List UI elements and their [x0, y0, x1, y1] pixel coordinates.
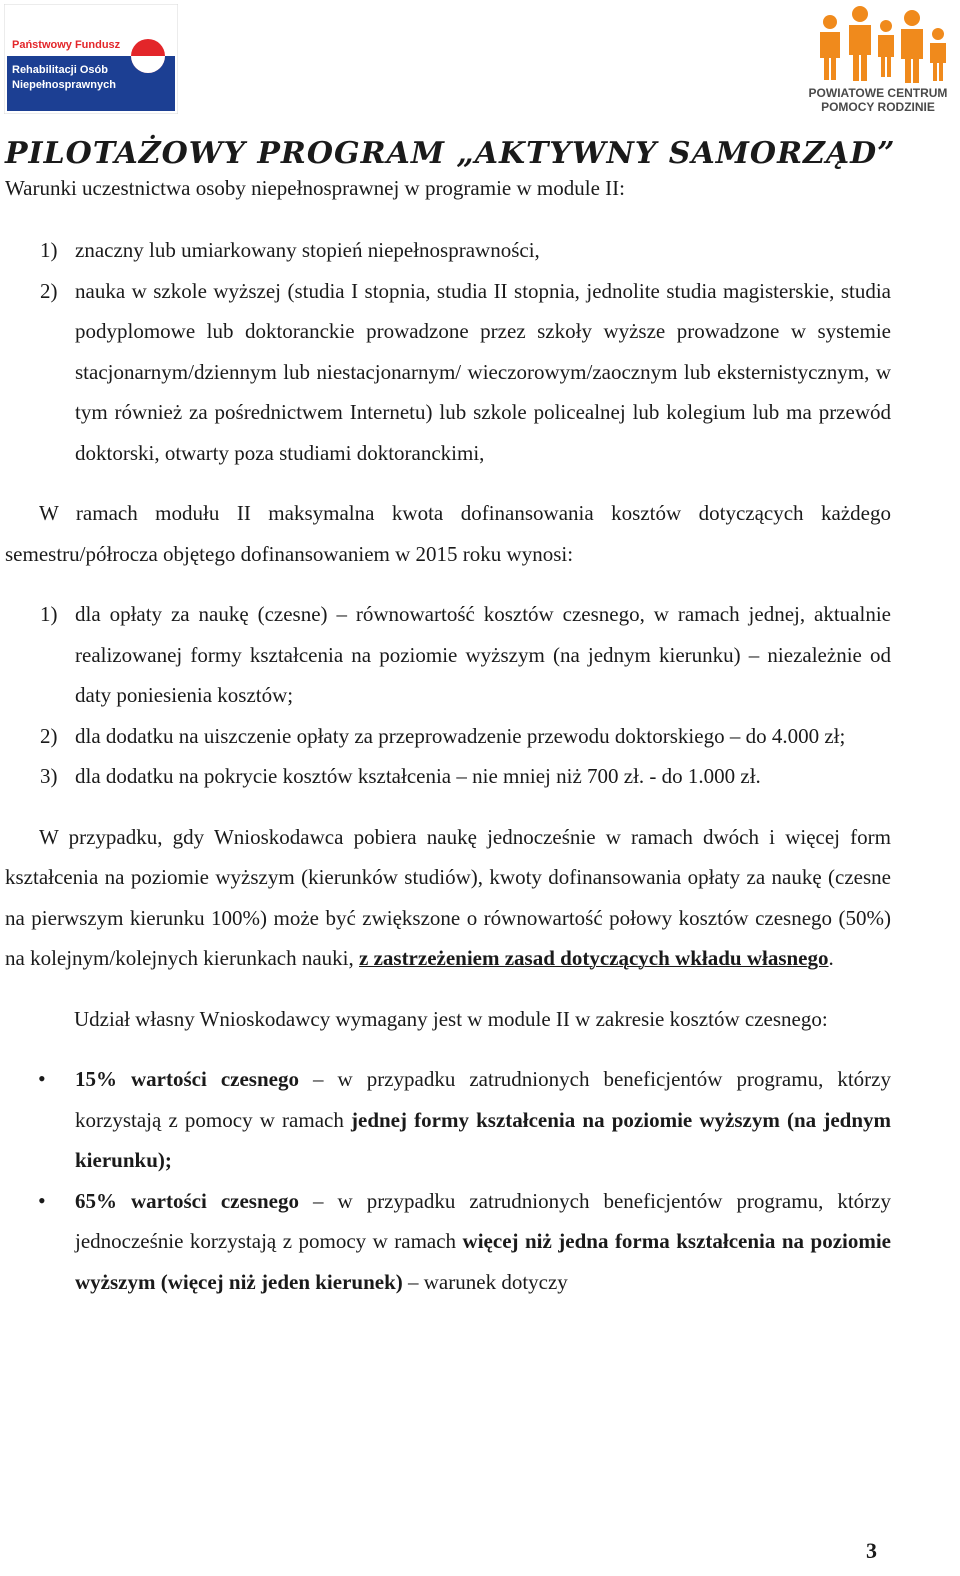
contribution-bullet-item	[5, 1059, 891, 1181]
bullet-icon: •	[38, 1066, 46, 1091]
multi-form-end: .	[828, 946, 834, 970]
pfron-logo-graphic	[4, 4, 178, 114]
condition-text: znaczny lub umiarkowany stopień niepełnosprawności,	[75, 238, 540, 262]
bullet-text: – w przypadku zatrudnionych beneficjentów programu, którzy jednocześnie korzystają z pomocy w ramach	[75, 1188, 891, 1253]
pfron-logo-line1: Państwowy Fundusz	[12, 39, 121, 51]
pcpr-logo	[800, 4, 956, 116]
document-subtitle: Warunki uczestnictwa osoby niepełnosprawnej w programie w module II:	[5, 176, 625, 200]
bullet-bold-lead: 15% wartości czesnego	[75, 1067, 299, 1091]
multi-form-paragraph	[5, 817, 891, 979]
pfron-logo-line3: Niepełnosprawnych	[12, 79, 116, 91]
condition-item	[5, 271, 891, 474]
funding-text: dla opłaty za naukę (czesne) – równowartość kosztów czesnego, w ramach jednej, aktualnie realizowanej formy kształcenia na poziomie wyższym (na jednym kierunku) – niezależnie od daty poniesienia kosztów;	[75, 602, 891, 707]
condition-number: 1)	[40, 238, 58, 262]
condition-item	[5, 230, 891, 271]
document-body	[5, 230, 891, 1302]
pcpr-logo-line1: POWIATOWE CENTRUM	[808, 86, 948, 100]
funding-text: dla dodatku na pokrycie kosztów kształcenia – nie mniej niż 700 zł. - do 1.000 zł.	[75, 764, 761, 788]
funding-item	[5, 756, 891, 797]
bullet-icon: •	[38, 1187, 46, 1213]
own-contribution-intro: Udział własny Wnioskodawcy wymagany jest w module II w zakresie kosztów czesnego:	[74, 1006, 828, 1031]
funding-item	[5, 594, 891, 716]
funding-intro: W ramach modułu II maksymalna kwota dofinansowania kosztów dotyczących każdego semestru/półrocza objętego dofinansowaniem w 2015 roku wynosi:	[5, 501, 891, 566]
funding-item	[5, 716, 891, 757]
bullet-bold-lead: 65% wartości czesnego	[75, 1188, 299, 1213]
condition-number: 2)	[40, 278, 58, 303]
bullet-bold-emphasis: jednej formy kształcenia na poziomie wyższym (na jednym kierunku);	[75, 1107, 891, 1172]
pfron-logo	[4, 4, 178, 114]
bullet-bold-emphasis: więcej niż jedna forma kształcenia na poziomie wyższym (więcej niż jeden kierunek)	[75, 1229, 891, 1294]
multi-form-text: W przypadku, gdy Wnioskodawca pobiera naukę jednocześnie w ramach dwóch i więcej form kształcenia na poziomie wyższym (kierunków studiów), kwoty dofinansowania opłaty za naukę (czesne na pierwszym kierunku 100%) może być zwiększone o równowartość połowy kosztów czesnego (50%) na kolejnym/kolejnych kierunkach nauki,	[5, 824, 891, 970]
multi-form-underline: z zastrzeżeniem zasad dotyczących wkładu własnego	[359, 946, 829, 970]
pfron-logo-line2: Rehabilitacji Osób	[12, 64, 108, 76]
pcpr-logo-line2: POMOCY RODZINIE	[821, 100, 935, 114]
page-number: 3	[866, 1538, 877, 1563]
contribution-bullet-item	[5, 1181, 891, 1303]
funding-number: 1)	[40, 602, 58, 626]
bullet-text-tail: – warunek dotyczy	[402, 1269, 568, 1294]
funding-number: 3)	[40, 764, 58, 788]
family-figures-icon	[800, 4, 956, 86]
funding-list	[5, 594, 891, 797]
conditions-list	[5, 230, 891, 473]
funding-text: dla dodatku na uiszczenie opłaty za przeprowadzenie przewodu doktorskiego – do 4.000 zł;	[75, 723, 846, 748]
contribution-bullet-list	[5, 1059, 891, 1302]
bullet-text: – w przypadku zatrudnionych beneficjentów programu, którzy korzystają z pomocy w ramach	[75, 1067, 891, 1132]
document-title: PILOTAŻOWY PROGRAM „AKTYWNY SAMORZĄD”	[5, 136, 896, 171]
condition-text: nauka w szkole wyższej (studia I stopnia, studia II stopnia, jednolite studia magisterskie, studia podyplomowe lub doktoranckie prowadzone przez szkoły wyższe prowadzone w systemie stacjonarnym/dziennym lub niestacjonarnym/ wieczorowym/zaocznym lub eksternistycznym, w tym również za pośrednictwem Internetu) lub szkole policealnej lub kolegium lub ma przewód doktorski, otwarty poza studiami doktoranckimi,	[75, 278, 891, 465]
funding-number: 2)	[40, 723, 58, 748]
